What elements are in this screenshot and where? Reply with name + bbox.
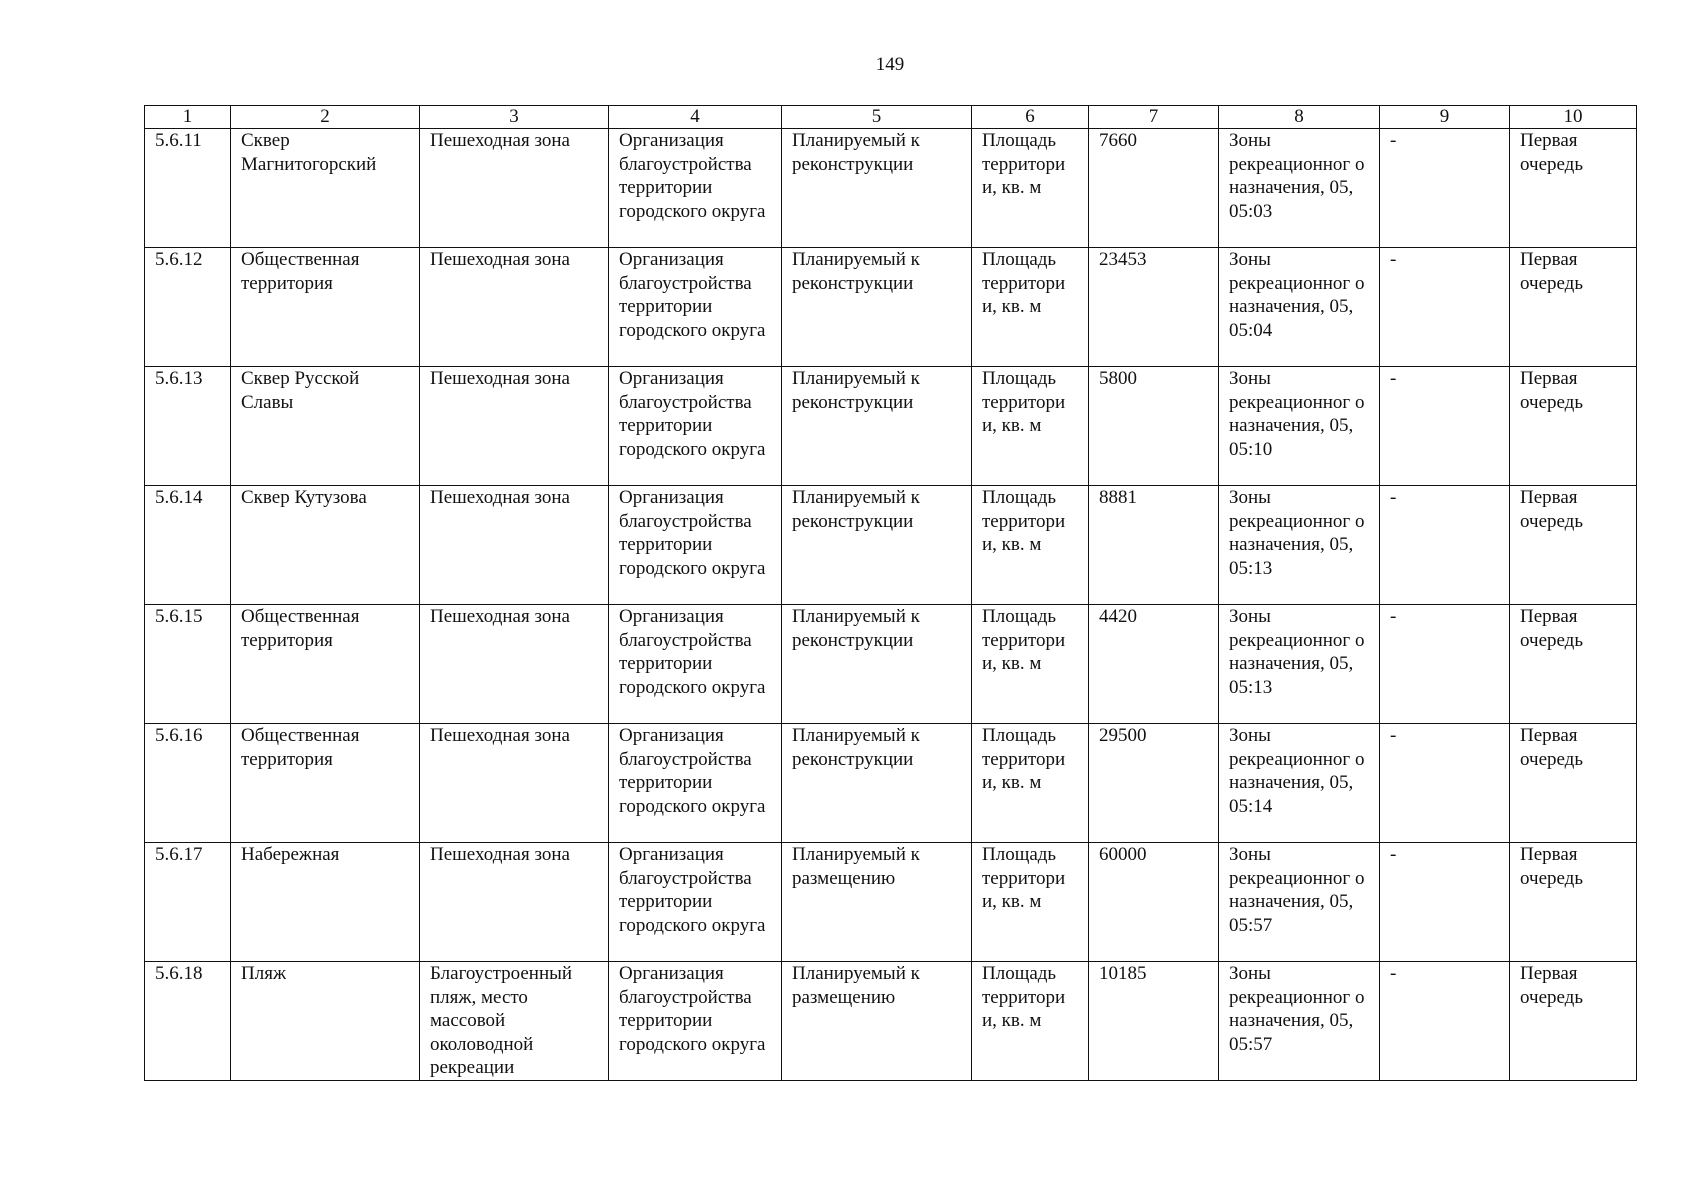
object-purpose: Организация благоустройства территории городского округа	[609, 367, 782, 486]
implementation-stage: Первая очередь	[1510, 605, 1637, 724]
object-status: Планируемый к реконструкции	[782, 367, 972, 486]
zone-location: Зоны рекреационног о назначения, 05, 05:57	[1219, 843, 1380, 962]
object-type: Пешеходная зона	[420, 248, 609, 367]
column-header: 7	[1089, 106, 1219, 129]
column-header: 2	[231, 106, 420, 129]
object-status: Планируемый к реконструкции	[782, 129, 972, 248]
table-body	[145, 129, 1637, 1081]
table-row	[145, 248, 1637, 367]
column-header: 4	[609, 106, 782, 129]
characteristic-value: 10185	[1089, 962, 1219, 1081]
implementation-stage: Первая очередь	[1510, 129, 1637, 248]
column-9-value: -	[1380, 367, 1510, 486]
column-header: 1	[145, 106, 231, 129]
object-characteristic: Площадь территори и, кв. м	[972, 248, 1089, 367]
object-status: Планируемый к размещению	[782, 962, 972, 1081]
row-number: 5.6.12	[145, 248, 231, 367]
table-row	[145, 486, 1637, 605]
object-status: Планируемый к реконструкции	[782, 486, 972, 605]
object-purpose: Организация благоустройства территории городского округа	[609, 962, 782, 1081]
characteristic-value: 4420	[1089, 605, 1219, 724]
object-characteristic: Площадь территори и, кв. м	[972, 605, 1089, 724]
object-type: Пешеходная зона	[420, 486, 609, 605]
row-number: 5.6.11	[145, 129, 231, 248]
column-9-value: -	[1380, 486, 1510, 605]
table-row	[145, 843, 1637, 962]
zone-location: Зоны рекреационног о назначения, 05, 05:10	[1219, 367, 1380, 486]
object-purpose: Организация благоустройства территории городского округа	[609, 605, 782, 724]
column-header: 5	[782, 106, 972, 129]
zone-location: Зоны рекреационног о назначения, 05, 05:13	[1219, 605, 1380, 724]
implementation-stage: Первая очередь	[1510, 843, 1637, 962]
object-type: Пешеходная зона	[420, 129, 609, 248]
object-name: Общественная территория	[231, 724, 420, 843]
zone-location: Зоны рекреационног о назначения, 05, 05:57	[1219, 962, 1380, 1081]
object-characteristic: Площадь территори и, кв. м	[972, 962, 1089, 1081]
column-9-value: -	[1380, 724, 1510, 843]
object-name: Набережная	[231, 843, 420, 962]
object-purpose: Организация благоустройства территории городского округа	[609, 248, 782, 367]
column-9-value: -	[1380, 962, 1510, 1081]
implementation-stage: Первая очередь	[1510, 248, 1637, 367]
characteristic-value: 7660	[1089, 129, 1219, 248]
column-9-value: -	[1380, 605, 1510, 724]
object-purpose: Организация благоустройства территории городского округа	[609, 843, 782, 962]
characteristic-value: 8881	[1089, 486, 1219, 605]
page-number: 149	[875, 54, 905, 75]
object-status: Планируемый к реконструкции	[782, 248, 972, 367]
object-purpose: Организация благоустройства территории городского округа	[609, 129, 782, 248]
column-9-value: -	[1380, 129, 1510, 248]
zone-location: Зоны рекреационног о назначения, 05, 05:03	[1219, 129, 1380, 248]
object-characteristic: Площадь территори и, кв. м	[972, 843, 1089, 962]
object-name: Пляж	[231, 962, 420, 1081]
implementation-stage: Первая очередь	[1510, 367, 1637, 486]
object-type: Пешеходная зона	[420, 843, 609, 962]
characteristic-value: 5800	[1089, 367, 1219, 486]
column-header: 3	[420, 106, 609, 129]
row-number: 5.6.16	[145, 724, 231, 843]
object-name: Общественная территория	[231, 248, 420, 367]
table-row	[145, 129, 1637, 248]
row-number: 5.6.17	[145, 843, 231, 962]
zone-location: Зоны рекреационног о назначения, 05, 05:14	[1219, 724, 1380, 843]
object-status: Планируемый к реконструкции	[782, 724, 972, 843]
object-name: Сквер Магнитогорский	[231, 129, 420, 248]
object-status: Планируемый к размещению	[782, 843, 972, 962]
table-header-row	[145, 106, 1637, 129]
object-status: Планируемый к реконструкции	[782, 605, 972, 724]
objects-table	[144, 105, 1637, 1081]
object-type: Благоустроенный пляж, место массовой околоводной рекреации	[420, 962, 609, 1081]
table-row	[145, 367, 1637, 486]
table-row	[145, 605, 1637, 724]
table-row	[145, 724, 1637, 843]
characteristic-value: 60000	[1089, 843, 1219, 962]
column-9-value: -	[1380, 248, 1510, 367]
object-type: Пешеходная зона	[420, 724, 609, 843]
object-name: Сквер Кутузова	[231, 486, 420, 605]
object-characteristic: Площадь территори и, кв. м	[972, 367, 1089, 486]
characteristic-value: 23453	[1089, 248, 1219, 367]
object-name: Общественная территория	[231, 605, 420, 724]
object-characteristic: Площадь территори и, кв. м	[972, 724, 1089, 843]
object-characteristic: Площадь территори и, кв. м	[972, 486, 1089, 605]
object-type: Пешеходная зона	[420, 367, 609, 486]
object-characteristic: Площадь территори и, кв. м	[972, 129, 1089, 248]
row-number: 5.6.14	[145, 486, 231, 605]
implementation-stage: Первая очередь	[1510, 724, 1637, 843]
implementation-stage: Первая очередь	[1510, 486, 1637, 605]
zone-location: Зоны рекреационног о назначения, 05, 05:13	[1219, 486, 1380, 605]
object-type: Пешеходная зона	[420, 605, 609, 724]
column-header: 6	[972, 106, 1089, 129]
row-number: 5.6.18	[145, 962, 231, 1081]
object-purpose: Организация благоустройства территории городского округа	[609, 486, 782, 605]
characteristic-value: 29500	[1089, 724, 1219, 843]
column-header: 10	[1510, 106, 1637, 129]
table-row	[145, 962, 1637, 1081]
zone-location: Зоны рекреационног о назначения, 05, 05:04	[1219, 248, 1380, 367]
row-number: 5.6.15	[145, 605, 231, 724]
column-header: 8	[1219, 106, 1380, 129]
implementation-stage: Первая очередь	[1510, 962, 1637, 1081]
column-9-value: -	[1380, 843, 1510, 962]
column-header: 9	[1380, 106, 1510, 129]
object-purpose: Организация благоустройства территории городского округа	[609, 724, 782, 843]
object-name: Сквер Русской Славы	[231, 367, 420, 486]
row-number: 5.6.13	[145, 367, 231, 486]
